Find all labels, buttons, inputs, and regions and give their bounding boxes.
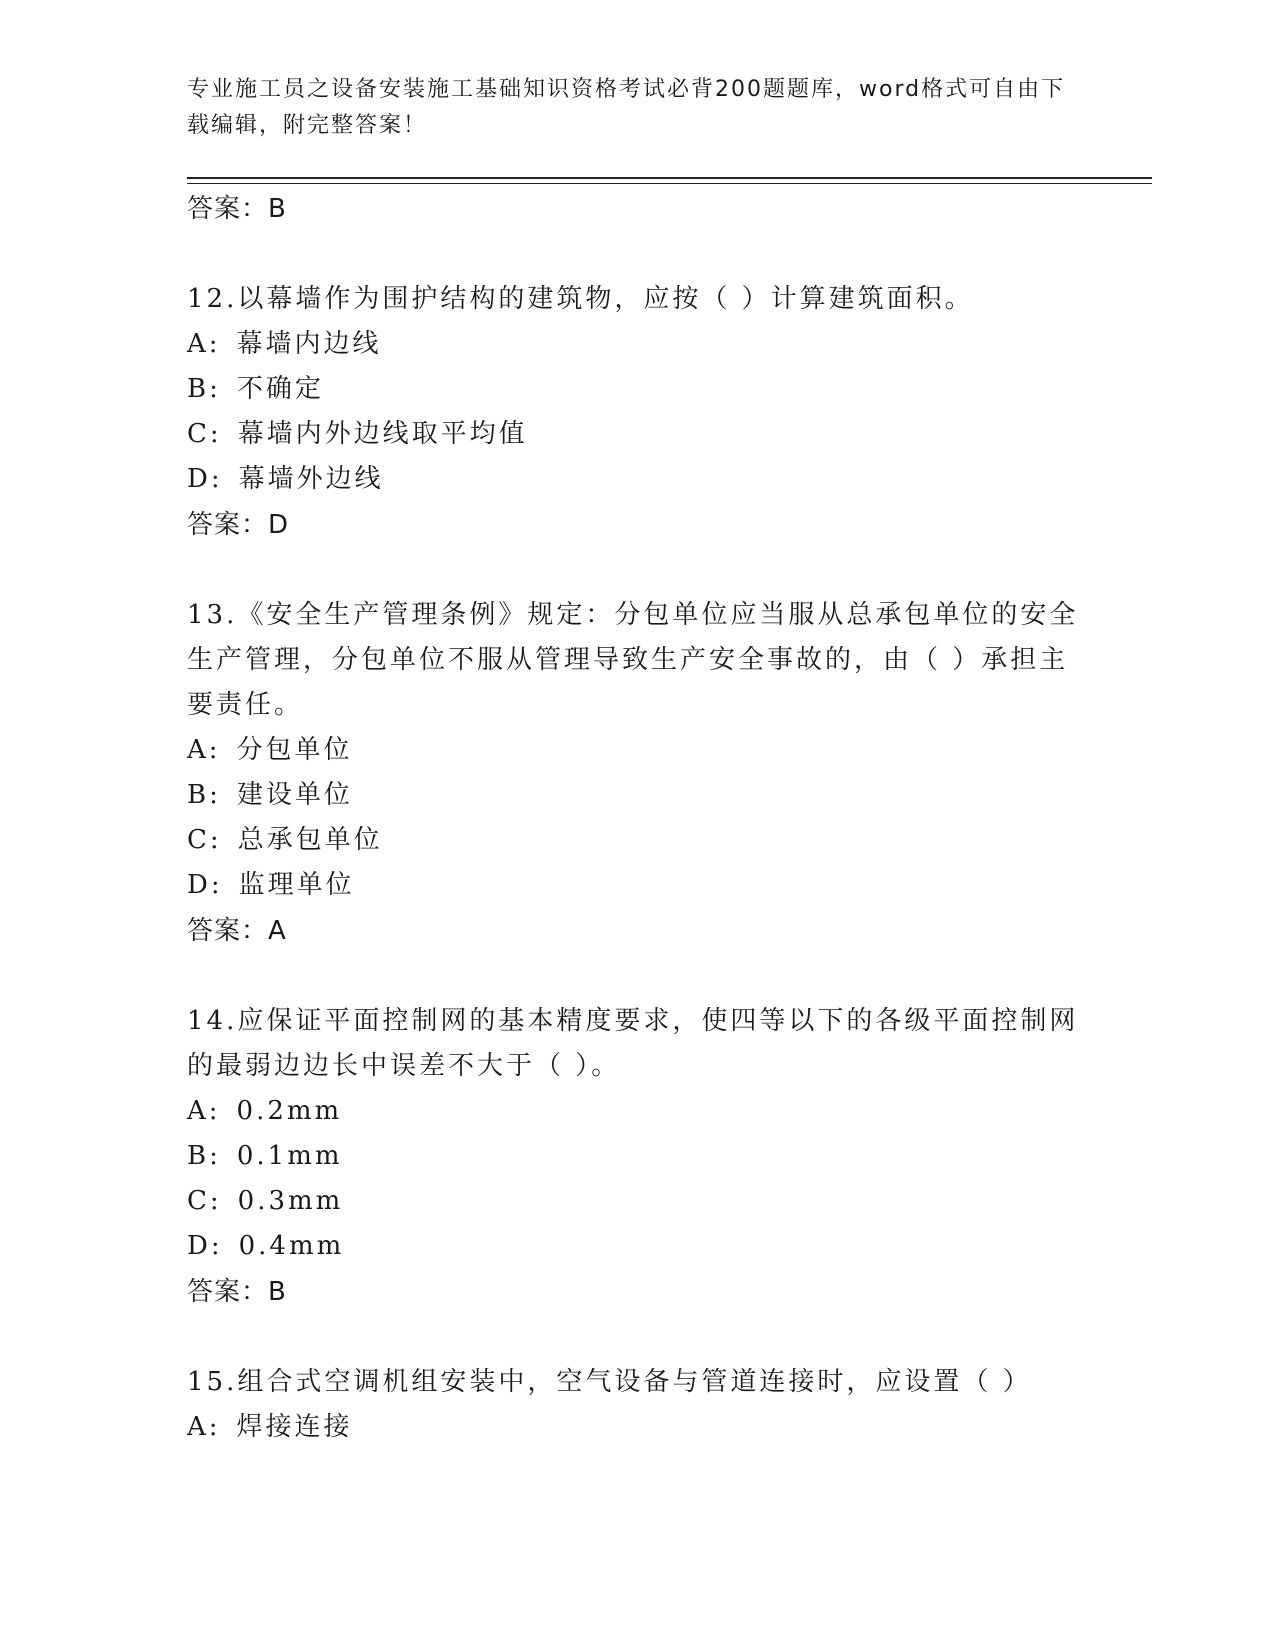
option-text: 幕墙外边线 [238, 464, 384, 494]
answer-label: 答案：D [187, 510, 290, 540]
question-item [187, 1360, 1087, 1450]
option-text: 建设单位 [236, 780, 353, 810]
option-key: B: [187, 1141, 221, 1171]
option-text: 焊接连接 [236, 1412, 353, 1442]
option-text: 幕墙内外边线取平均值 [237, 419, 528, 449]
header-divider-thin [187, 183, 1152, 184]
option-b [187, 1134, 1087, 1179]
answer-label: 答案：A [187, 916, 287, 946]
option-text: 0.3mm [237, 1186, 344, 1216]
option-text: 分包单位 [236, 735, 353, 765]
option-key: A: [187, 329, 221, 359]
option-d [187, 457, 1087, 502]
option-key: B: [187, 780, 221, 810]
option-key: C: [187, 419, 222, 449]
option-a [187, 322, 1087, 367]
header-divider [187, 177, 1152, 179]
option-c [187, 1179, 1087, 1224]
question-list [187, 186, 1087, 1450]
option-text: 0.2mm [236, 1096, 343, 1126]
option-c [187, 412, 1087, 457]
answer-label: 答案：B [187, 1277, 287, 1307]
option-text: 0.4mm [238, 1231, 345, 1261]
option-b [187, 773, 1087, 818]
option-d [187, 1224, 1087, 1269]
option-d [187, 863, 1087, 908]
option-text: 不确定 [236, 374, 324, 404]
question-item [187, 999, 1087, 1315]
option-text: 总承包单位 [237, 825, 383, 855]
option-c [187, 818, 1087, 863]
question-item [187, 277, 1087, 548]
option-a [187, 728, 1087, 773]
question-stem: 13.《安全生产管理条例》规定：分包单位应当服从总承包单位的安全生产管理，分包单位不服从管理导致生产安全事故的，由（ ）承担主要责任。 [187, 600, 1079, 720]
option-text: 幕墙内边线 [236, 329, 382, 359]
question-stem: 12.以幕墙作为围护结构的建筑物，应按（ ）计算建筑面积。 [187, 284, 974, 314]
question-item [187, 593, 1087, 954]
option-key: D: [187, 870, 223, 900]
answer-label: 答案：B [187, 194, 287, 224]
question-stem: 14.应保证平面控制网的基本精度要求，使四等以下的各级平面控制网的最弱边边长中误差不大于（ ）。 [187, 1006, 1079, 1081]
option-key: D: [187, 464, 223, 494]
option-b [187, 367, 1087, 412]
option-key: C: [187, 1186, 222, 1216]
option-key: A: [187, 1412, 221, 1442]
option-text: 监理单位 [238, 870, 355, 900]
option-key: D: [187, 1231, 223, 1261]
option-text: 0.1mm [236, 1141, 343, 1171]
option-a [187, 1405, 1087, 1450]
option-key: A: [187, 735, 221, 765]
page-header: 专业施工员之设备安装施工基础知识资格考试必背200题题库，word格式可自由下载编辑，附完整答案！ [187, 77, 1066, 138]
option-key: B: [187, 374, 221, 404]
option-key: A: [187, 1096, 221, 1126]
option-a [187, 1089, 1087, 1134]
option-key: C: [187, 825, 222, 855]
question-stem: 15.组合式空调机组安装中，空气设备与管道连接时，应设置（ ） [187, 1367, 1032, 1397]
